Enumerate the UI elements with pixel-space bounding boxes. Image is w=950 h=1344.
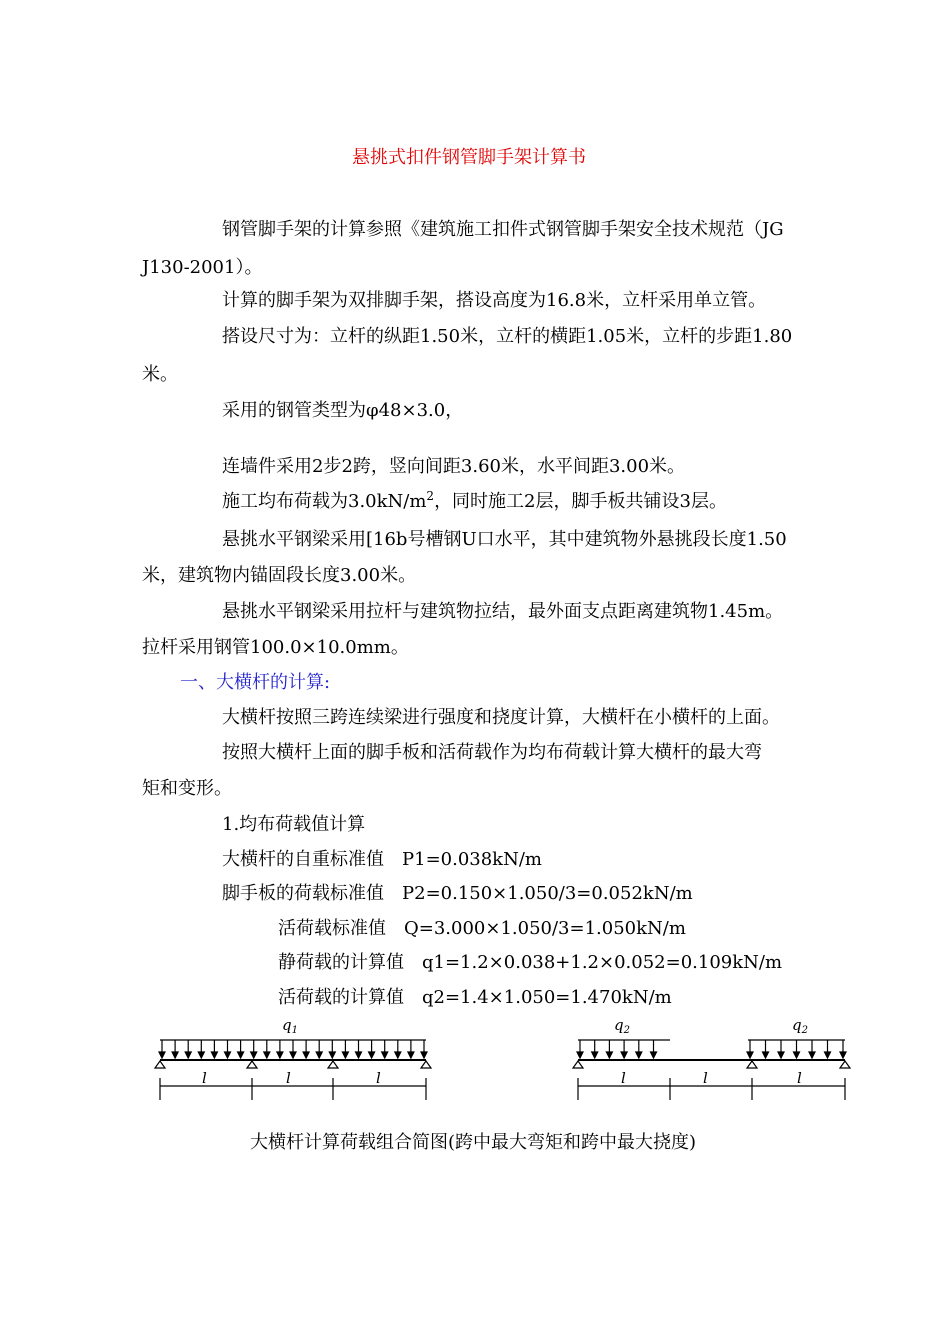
subheading-uniform-load: 1.均布荷载值计算 [222,814,366,835]
left-span-label-3: l [376,1069,381,1087]
load-arrowhead [277,1052,283,1058]
left-load-label: $q_1$ [282,1016,298,1036]
calc-value: P2=0.150×1.050/3=0.052kN/m [402,883,693,904]
left-span-label-2: l [286,1069,291,1087]
paragraph-beam-line2: 米，建筑物内锚固段长度3.00米。 [142,565,417,586]
unit-superscript: 2 [426,489,435,503]
calc-label: 活荷载的计算值 [278,987,404,1008]
load-arrowhead [794,1052,800,1058]
load-arrowhead [342,1052,348,1058]
load-arrowhead [172,1052,178,1058]
support-triangle [328,1061,338,1068]
load-arrowhead [825,1052,831,1058]
load-arrowhead [316,1052,322,1058]
load-arrowhead [395,1052,401,1058]
load-arrowhead [198,1052,204,1058]
calc-value: P1=0.038kN/m [402,849,542,870]
calc-label: 静荷载的计算值 [278,952,404,973]
paragraph-tie-rod-line1: 悬挑水平钢梁采用拉杆与建筑物拉结，最外面支点距离建筑物1.45m。 [222,601,784,622]
load-arrowhead [577,1052,583,1058]
load-arrowhead [369,1052,375,1058]
support-triangle [155,1061,165,1068]
paragraph-crossbar-method: 大横杆按照三跨连续梁进行强度和挠度计算，大横杆在小横杆的上面。 [222,707,780,728]
construction-load-text: 施工均布荷载为3.0kN/m [222,491,427,512]
right-load-label-a: $q_2$ [614,1016,630,1036]
paragraph-reference-line2: J130-2001）。 [142,257,263,278]
left-span-label-1: l [202,1069,207,1087]
load-arrowhead [840,1052,846,1058]
load-arrowhead [747,1052,753,1058]
load-arrowhead [303,1052,309,1058]
calc-label: 脚手板的荷载标准值 [222,883,384,904]
load-arrowhead [621,1052,627,1058]
right-load-label-b: $q_2$ [792,1016,808,1036]
construction-load-text-tail: ，同时施工2层，脚手板共铺设3层。 [434,491,727,512]
calc-value: q2=1.4×1.050=1.470kN/m [422,987,672,1008]
load-arrowhead [185,1052,191,1058]
load-arrowhead [251,1052,257,1058]
right-span-label-1: l [621,1069,626,1087]
load-arrowhead [763,1052,769,1058]
paragraph-dimensions-line1: 搭设尺寸为：立杆的纵距1.50米，立杆的横距1.05米，立杆的步距1.80 [222,326,793,347]
load-arrowhead [778,1052,784,1058]
paragraph-crossbar-load-line1: 按照大横杆上面的脚手板和活荷载作为均布荷载计算大横杆的最大弯 [222,742,762,763]
paragraph-pipe-type: 采用的钢管类型为φ48×3.0， [222,400,464,421]
right-span-label-2: l [703,1069,708,1087]
load-arrowhead [329,1052,335,1058]
support-triangle [840,1061,850,1068]
support-triangle [747,1061,757,1068]
support-triangle [421,1061,431,1068]
load-arrowhead [606,1052,612,1058]
load-arrowhead [238,1052,244,1058]
right-span-label-3: l [797,1069,802,1087]
section-heading-large-crossbar: 一、大横杆的计算: [180,672,331,693]
load-arrowhead [421,1052,427,1058]
load-arrowhead [159,1052,165,1058]
load-arrowhead [211,1052,217,1058]
load-arrowhead [225,1052,231,1058]
document-title: 悬挑式扣件钢管脚手架计算书 [352,147,586,168]
paragraph-reference-line1: 钢管脚手架的计算参照《建筑施工扣件式钢管脚手架安全技术规范（JG [222,219,784,240]
diagram-caption: 大横杆计算荷载组合简图(跨中最大弯矩和跨中最大挠度) [250,1132,697,1153]
support-triangle [247,1061,257,1068]
load-arrowhead [651,1052,657,1058]
calc-value: Q=3.000×1.050/3=1.050kN/m [404,918,686,939]
load-arrowhead [592,1052,598,1058]
load-arrowhead [264,1052,270,1058]
load-arrowhead [636,1052,642,1058]
load-arrowhead [290,1052,296,1058]
paragraph-tie-rod-line2: 拉杆采用钢管100.0×10.0mm。 [142,637,409,658]
calc-label: 活荷载标准值 [278,918,386,939]
paragraph-wall-tie: 连墙件采用2步2跨，竖向间距3.60米，水平间距3.00米。 [222,456,686,477]
load-arrowhead [382,1052,388,1058]
paragraph-scaffold-type: 计算的脚手架为双排脚手架，搭设高度为16.8米，立杆采用单立管。 [222,290,767,311]
calc-label: 大横杆的自重标准值 [222,849,384,870]
paragraph-beam-line1: 悬挑水平钢梁采用[16b号槽钢U口水平，其中建筑物外悬挑段长度1.50 [222,529,787,550]
calc-value: q1=1.2×0.038+1.2×0.052=0.109kN/m [422,952,783,973]
support-triangle [573,1061,583,1068]
paragraph-dimensions-line2: 米。 [142,364,178,385]
paragraph-crossbar-load-line2: 矩和变形。 [142,778,232,799]
left-supports [155,1061,431,1068]
load-arrowhead [356,1052,362,1058]
load-arrowhead [408,1052,414,1058]
load-arrowhead [809,1052,815,1058]
